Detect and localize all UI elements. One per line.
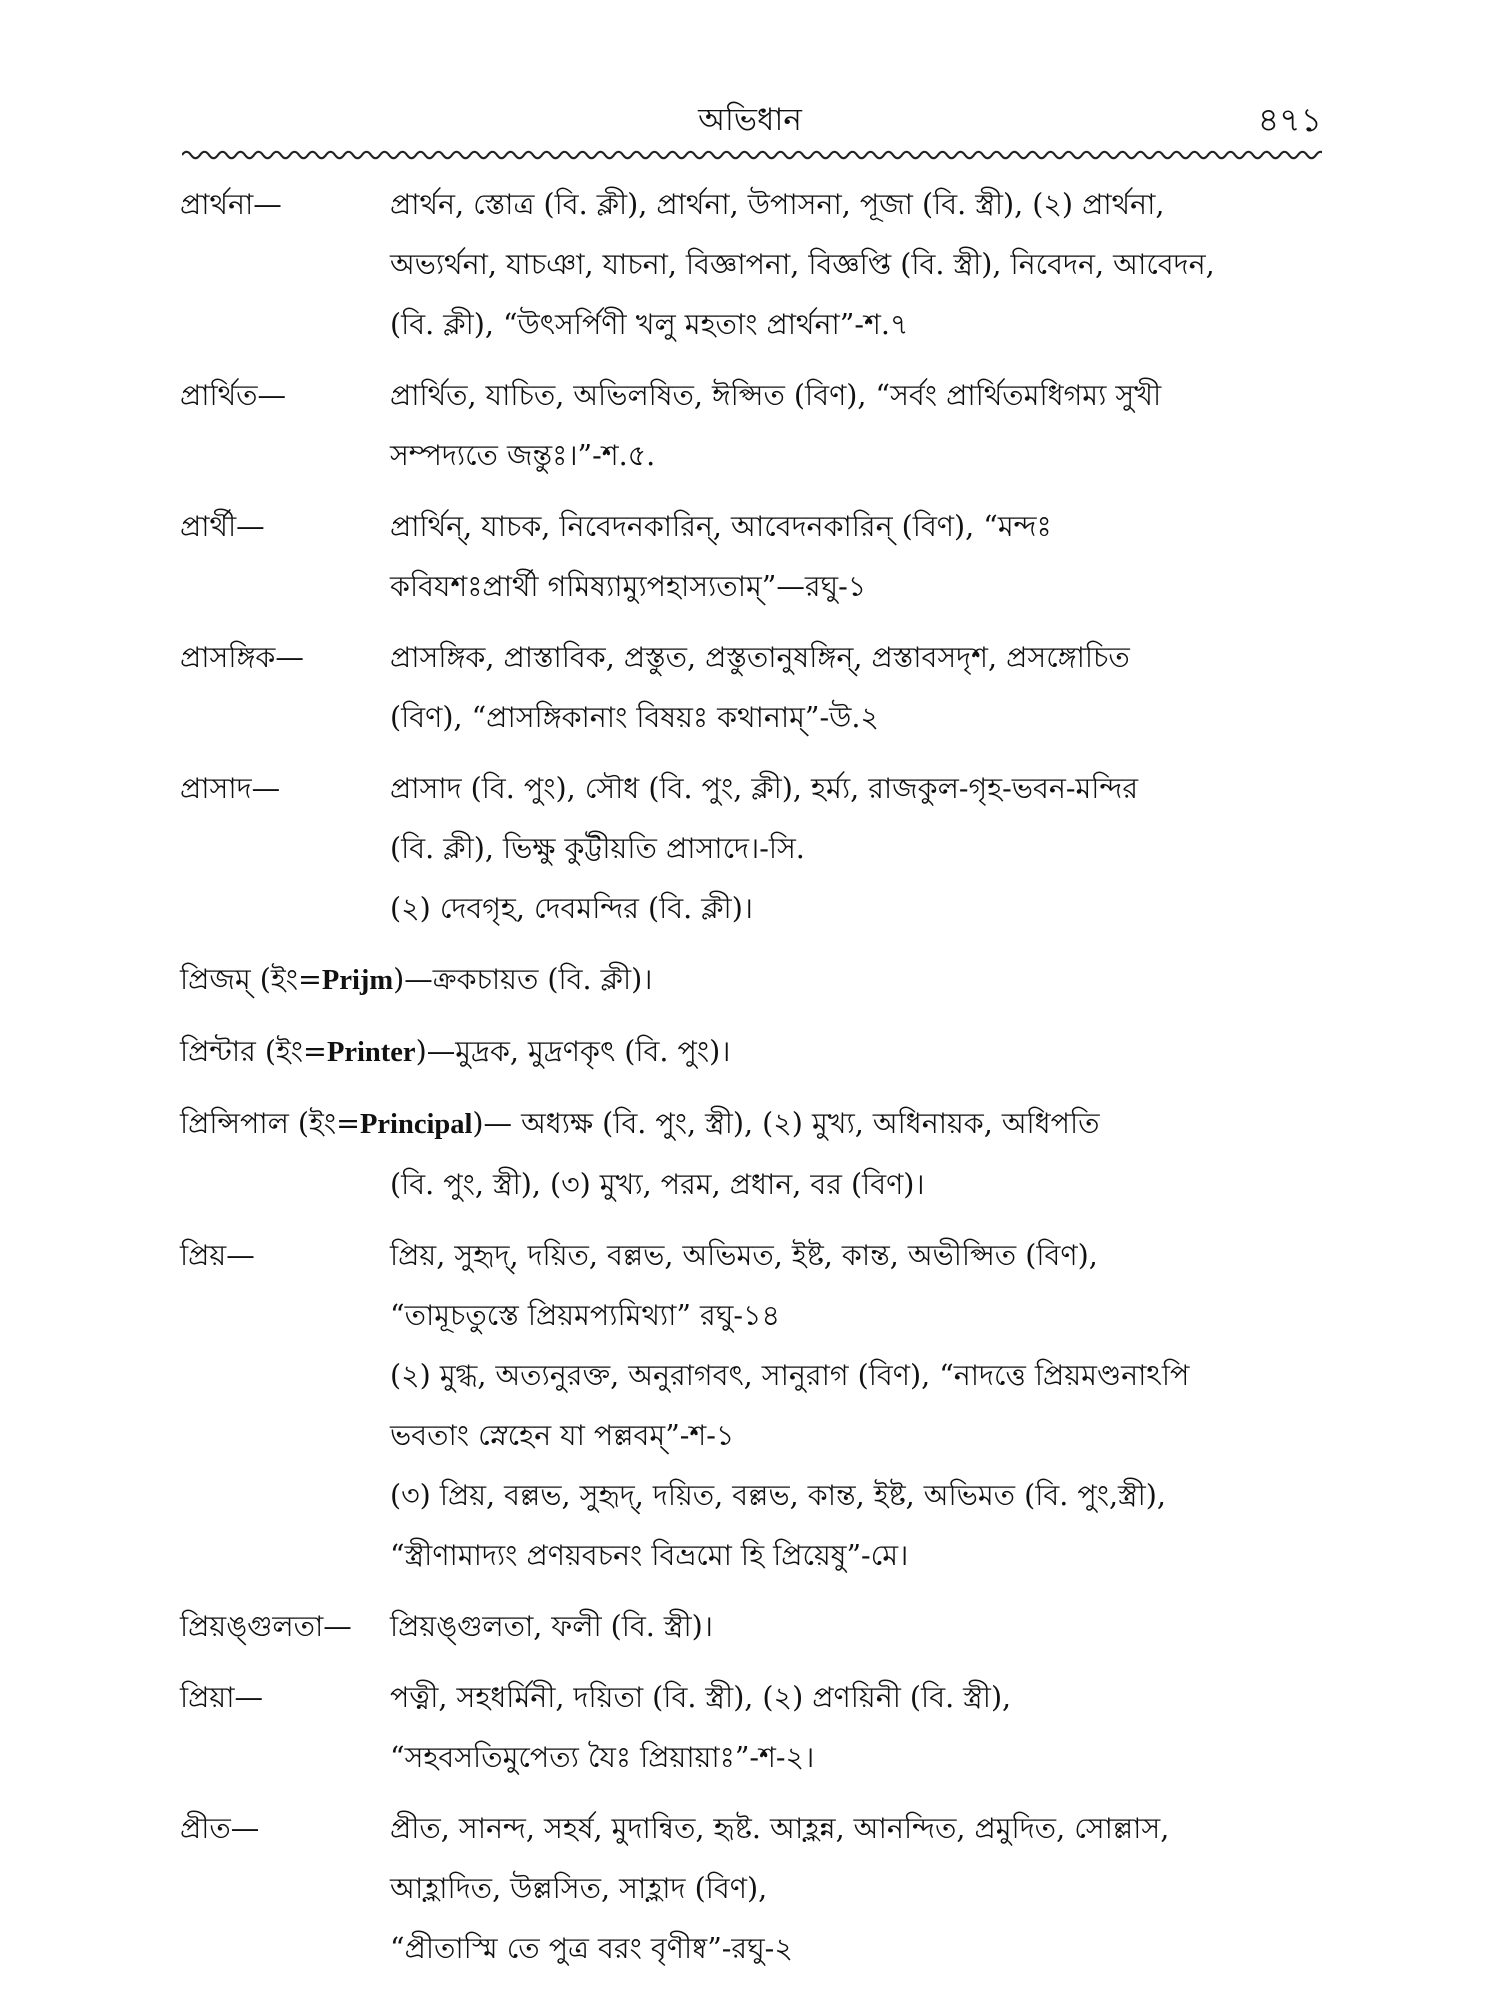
definition (390, 175, 1330, 355)
dictionary-entry (180, 1597, 1330, 1657)
inline-entry-line (180, 1094, 1330, 1155)
dictionary-entry (180, 1799, 1330, 1979)
definition-line: (বি. ক্লী), ভিক্ষু কুট্টীয়তি প্রাসাদে।-সি. (390, 832, 805, 865)
definition: )—ক্রকচায়ত (বি. ক্লী)। (393, 963, 653, 996)
definition-line: প্রিয়ঙ্গুলতা, ফলী (বি. স্ত্রী)। (390, 1610, 713, 1643)
dictionary-entry (180, 1226, 1330, 1586)
definition-line: প্রিয়, সুহৃদ্, দয়িত, বল্লভ, অভিমত, ইষ্ট, কান্ত, অভীপ্সিত (বিণ), (390, 1239, 1098, 1272)
dictionary-entry (180, 497, 1330, 617)
dictionary-entry (180, 175, 1330, 355)
headword: প্রীত— (180, 1812, 260, 1845)
definition (390, 628, 1330, 748)
definition-line: আহ্লাদিত, উল্লসিত, সাহ্লাদ (বিণ), (390, 1872, 768, 1905)
definition-line: প্রার্থিন্, যাচক, নিবেদনকারিন্, আবেদনকারিন্ (বিণ), “মন্দঃ (390, 510, 1052, 543)
definition-line: প্রার্থিত, যাচিত, অভিলষিত, ঈপ্সিত (বিণ), “সর্বং প্রার্থিতমধিগম্য সুখী (390, 379, 1162, 412)
definition-line: (৩) প্রিয়, বল্লভ, সুহৃদ্, দয়িত, বল্লভ, কান্ত, ইষ্ট, অভিমত (বি. পুং,স্ত্রী), (390, 1479, 1166, 1512)
definition-line: প্রার্থন, স্তোত্র (বি. ক্লী), প্রার্থনা, উপাসনা, পূজা (বি. স্ত্রী), (২) প্রার্থনা, (390, 188, 1165, 221)
headword: প্রিয়ঙ্গুলতা— (180, 1610, 352, 1643)
definition-line: “স্ত্রীণামাদ্যং প্রণয়বচনং বিভ্রমো হি প্রিয়েষু”-মে। (390, 1539, 909, 1572)
definition-line: (২) মুগ্ধ, অত্যনুরক্ত, অনুরাগবৎ, সানুরাগ (বিণ), “নাদত্তে প্রিয়মণ্ডনাঽপি (390, 1359, 1190, 1392)
inline-entry-line (180, 1022, 1330, 1083)
headword: প্রিন্সিপাল (ইং= (180, 1107, 360, 1140)
dictionary-entry (180, 1668, 1330, 1788)
definition-line: ভবতাং স্নেহেন যা পল্লবম্”-শ-১ (390, 1419, 735, 1452)
english-term: Principal (360, 1109, 473, 1140)
definition (390, 1226, 1330, 1586)
definition-line: (বি. ক্লী), “উৎসর্পিণী খলু মহতাং প্রার্থনা”-শ.৭ (390, 308, 909, 341)
page-number: ৪৭১ (1257, 100, 1322, 139)
headword: প্রিয়— (180, 1239, 255, 1272)
definition: )—মুদ্রক, মুদ্রণকৃৎ (বি. পুং)। (415, 1035, 731, 1068)
running-title: অভিধান (698, 102, 802, 138)
definition-line: “তামূচতুস্তে প্রিয়মপ্যমিথ্যা” রঘু-১৪ (390, 1299, 780, 1332)
definition (390, 1597, 1330, 1657)
definition (390, 1799, 1330, 1979)
definition-line: সম্পদ্যতে জন্তুঃ।”-শ.৫. (390, 439, 656, 472)
definition-line: কবিযশঃপ্রার্থী গমিষ্যাম্যুপহাস্যতাম্”—রঘু-১ (390, 570, 867, 603)
definition (390, 497, 1330, 617)
definition (390, 366, 1330, 486)
headword: প্রিন্টার (ইং= (180, 1035, 327, 1068)
dictionary-entry (180, 759, 1330, 939)
definition: )— অধ্যক্ষ (বি. পুং, স্ত্রী), (২) মুখ্য, অধিনায়ক, অধিপতি (472, 1107, 1100, 1140)
dictionary-entries (180, 175, 1330, 1990)
headword: প্রিয়া— (180, 1681, 263, 1714)
dictionary-entry-inline (180, 1022, 1330, 1083)
definition-line: (বিণ), “প্রাসঙ্গিকানাং বিষয়ঃ কথানাম্”-উ.২ (390, 701, 879, 734)
headword: প্রিজম্ (ইং= (180, 963, 322, 996)
headword: প্রাসাদ— (180, 772, 281, 805)
definition-line: (২) দেবগৃহ, দেবমন্দির (বি. ক্লী)। (390, 892, 754, 925)
english-term: Prijm (321, 965, 394, 996)
dictionary-entry (180, 628, 1330, 748)
headword: প্রার্থিত— (180, 379, 287, 412)
definition-line: “প্রীতাস্মি তে পুত্র বরং বৃণীষ্ব”-রঘু-২ (390, 1932, 793, 1965)
definition-line: অভ্যর্থনা, যাচঞা, যাচনা, বিজ্ঞাপনা, বিজ্ঞপ্তি (বি. স্ত্রী), নিবেদন, আবেদন, (390, 248, 1215, 281)
headword: প্রাসঙ্গিক— (180, 641, 304, 674)
definition-line: প্রাসাদ (বি. পুং), সৌধ (বি. পুং, ক্লী), হর্ম্য, রাজকুল-গৃহ-ভবন-মন্দির (390, 772, 1138, 805)
definition (390, 759, 1330, 939)
definition-line: (বি. পুং, স্ত্রী), (৩) মুখ্য, পরম, প্রধান, বর (বিণ)। (390, 1168, 925, 1201)
dictionary-entry-inline (180, 950, 1330, 1011)
definition-line: প্রাসঙ্গিক, প্রাস্তাবিক, প্রস্তুত, প্রস্তুতানুষঙ্গিন্, প্রস্তাবসদৃশ, প্রসঙ্গোচিত (390, 641, 1130, 674)
english-term: Printer (326, 1037, 416, 1068)
dictionary-entry-inline (180, 1094, 1330, 1215)
definition-line: “সহবসতিমুপেত্য যৈঃ প্রিয়ায়াঃ”-শ-২। (390, 1741, 815, 1774)
headword: প্রার্থী— (180, 510, 265, 543)
headword: প্রার্থনা— (180, 188, 282, 221)
dictionary-entry (180, 366, 1330, 486)
wavy-header-rule (182, 148, 1322, 162)
page-header (0, 95, 1500, 145)
definition-line: পত্নী, সহধর্মিনী, দয়িতা (বি. স্ত্রী), (২) প্রণয়িনী (বি. স্ত্রী), (390, 1681, 1012, 1714)
inline-entry-line (180, 950, 1330, 1011)
definition (390, 1668, 1330, 1788)
definition-line: প্রীত, সানন্দ, সহর্ষ, মুদান্বিত, হৃষ্ট. আহ্লন্ন, আনন্দিত, প্রমুদিত, সোল্লাস, (390, 1812, 1170, 1845)
